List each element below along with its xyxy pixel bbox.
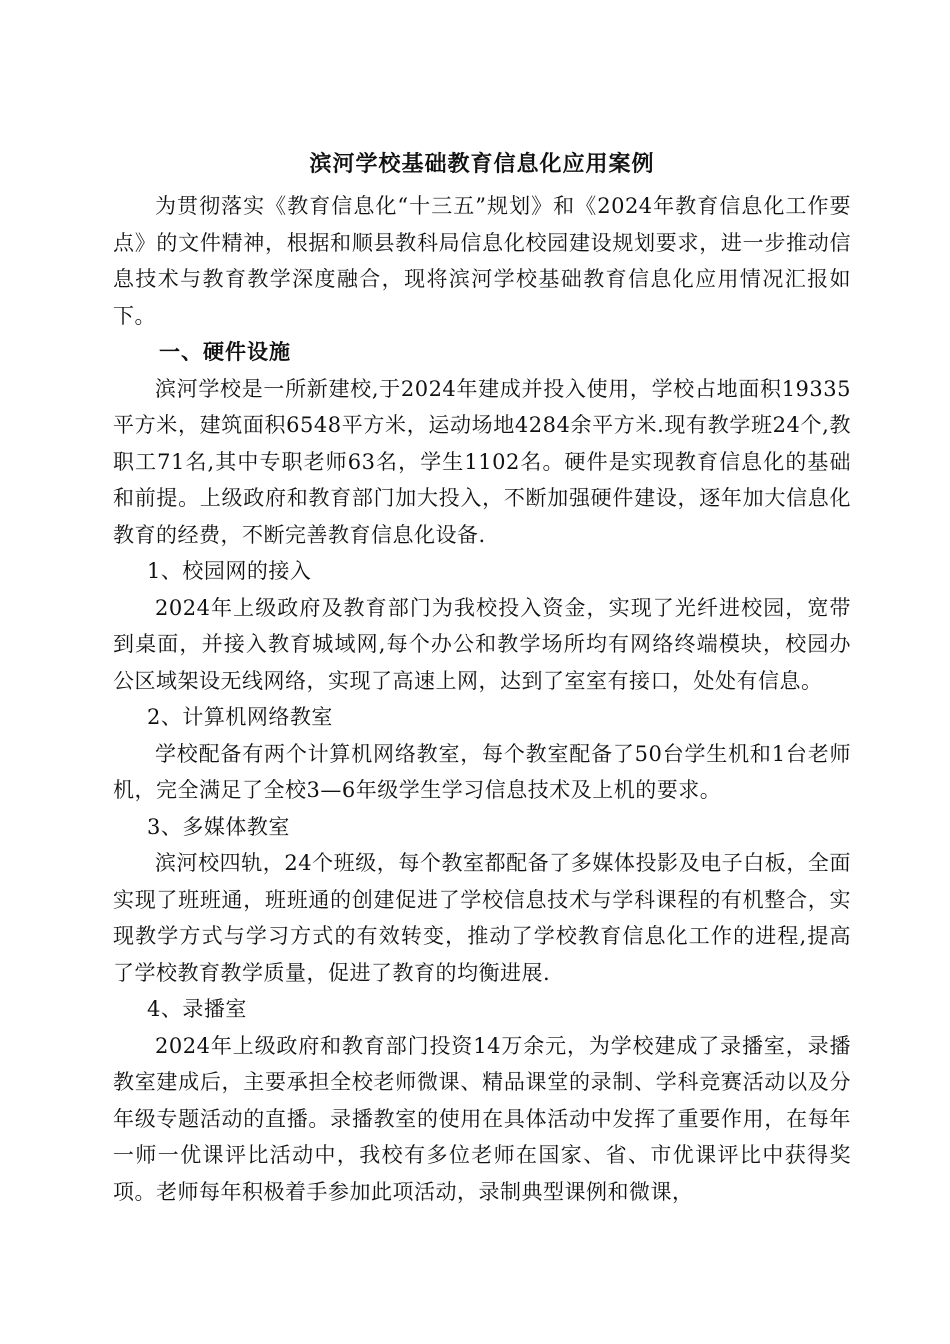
campus-network-paragraph: 2024年上级政府及教育部门为我校投入资金，实现了光纤进校园，宽带到桌面，并接入教育城域网,每个办公和教学场所均有网络终端模块，校园办公区域架设无线网络，实现了高速上网，达到了室室有接口，处处有信息。 (113, 595, 851, 693)
subheading-campus-network: 1、校园网的接入 (147, 559, 312, 583)
subheading-recording-room: 4、录播室 (147, 997, 247, 1021)
recording-room-paragraph: 2024年上级政府和教育部门投资14万余元，为学校建成了录播室，录播教室建成后，主要承担全校老师微课、精品课堂的录制、学科竞赛活动以及分年级专题活动的直播。录播教室的使用在具体活动中发挥了重要作用，在每年一师一优课评比活动中，我校有多位老师在国家、省、市优课评比中获得奖项。老师每年积极着手参加此项活动，录制典型课例和微课， (113, 1033, 851, 1204)
document-title: 滨河学校基础教育信息化应用案例 (309, 152, 655, 177)
intro-paragraph: 为贯彻落实《教育信息化“十三五”规划》和《2024年教育信息化工作要点》的文件精神，根据和顺县教科局信息化校园建设规划要求，进一步推动信息技术与教育教学深度融合，现将滨河学校基础教育信息化应用情况汇报如下。 (113, 194, 851, 328)
subheading-multimedia-classroom: 3、多媒体教室 (147, 814, 290, 839)
document-page (113, 148, 851, 1210)
subheading-computer-lab: 2、计算机网络教室 (147, 705, 333, 729)
computer-lab-paragraph: 学校配备有两个计算机网络教室，每个教室配备了50台学生机和1台老师机，完全满足了全校3—6年级学生学习信息技术及上机的要求。 (113, 741, 851, 802)
hardware-paragraph: 滨河学校是一所新建校,于2024年建成并投入使用，学校占地面积19335平方米，建筑面积6548平方米，运动场地4284余平方米.现有教学班24个,教职工71名,其中专职老师63名，学生1102名。硬件是实现教育信息化的基础和前提。上级政府和教育部门加大投入，不断加强硬件建设，逐年加大信息化教育的经费，不断完善教育信息化设备. (113, 376, 851, 547)
multimedia-classroom-paragraph: 滨河校四轨，24个班级，每个教室都配备了多媒体投影及电子白板，全面实现了班班通，班班通的创建促进了学校信息技术与学科课程的有机整合，实现教学方式与学习方式的有效转变，推动了学校教育信息化工作的进程,提高了学校教育教学质量，促进了教育的均衡进展. (113, 851, 851, 985)
section-heading-hardware: 一、硬件设施 (159, 340, 291, 364)
